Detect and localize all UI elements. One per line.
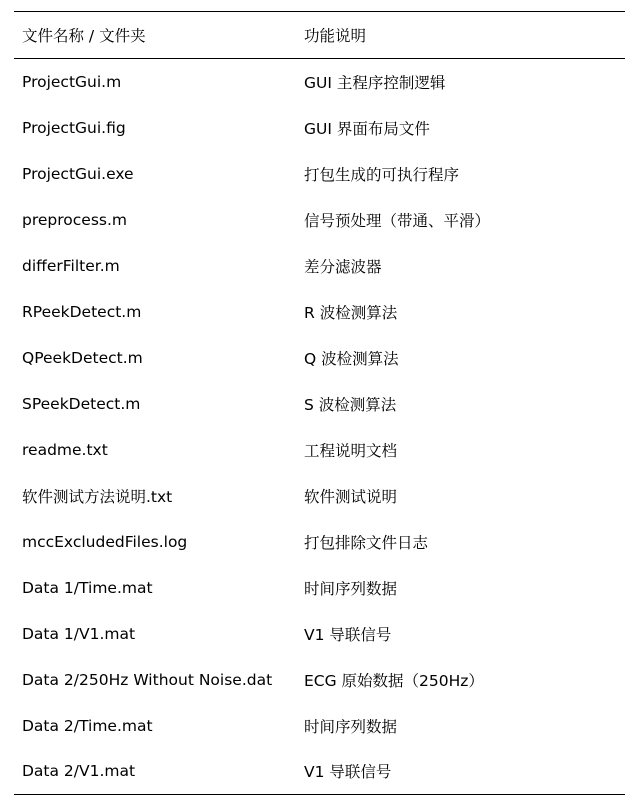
description-cell: 打包排除文件日志 [304,533,429,552]
table-row [14,105,625,151]
table-row [14,289,625,335]
description-cell: V1 导联信号 [296,749,625,795]
description-cell: 信号预处理（带通、平滑） [304,211,491,230]
table-row [14,151,625,197]
table-row [14,519,625,565]
file-name-cell: SPeekDetect.m [22,394,141,413]
table-row [14,335,625,381]
description-cell: 打包生成的可执行程序 [304,165,460,184]
description-cell: 时间序列数据 [304,579,398,598]
table-row [14,243,625,289]
description-cell: 工程说明文档 [304,441,398,460]
table-row [14,381,625,427]
file-name-cell: Data 2/250Hz Without Noise.dat [22,670,273,689]
description-cell: S 波检测算法 [304,395,397,414]
table-body [14,59,625,795]
file-name-cell: Data 1/Time.mat [22,578,153,597]
description-cell: 时间序列数据 [304,717,398,736]
table-row [14,703,625,749]
description-cell: Q 波检测算法 [304,349,399,368]
table-row [14,611,625,657]
header-description: 功能说明 [296,12,625,59]
description-cell: ECG 原始数据（250Hz） [304,671,484,690]
description-cell: R 波检测算法 [304,303,398,322]
file-table [14,11,625,795]
file-name-cell: RPeekDetect.m [22,302,142,321]
table-row [14,565,625,611]
table-header [14,12,625,59]
table-row [14,59,625,105]
description-cell: 差分滤波器 [304,257,382,276]
table-row [14,749,625,795]
header-file-name: 文件名称 / 文件夹 [14,12,296,59]
file-table-container [14,11,625,795]
file-name-cell: mccExcludedFiles.log [22,532,188,551]
file-name-cell: ProjectGui.fig [22,118,126,137]
description-cell: V1 导联信号 [304,625,392,644]
file-name-cell: 软件测试方法说明.txt [22,487,173,506]
description-cell: GUI 界面布局文件 [304,119,430,138]
file-name-cell: readme.txt [22,440,108,459]
table-row [14,657,625,703]
file-name-cell: ProjectGui.exe [22,164,134,183]
table-row [14,197,625,243]
file-name-cell: ProjectGui.m [22,72,122,91]
header-row [14,12,625,59]
file-name-cell: QPeekDetect.m [22,348,143,367]
description-cell: 软件测试说明 [304,487,398,506]
description-cell: GUI 主程序控制逻辑 [304,73,446,92]
file-name-cell: Data 2/Time.mat [22,716,153,735]
file-name-cell: Data 2/V1.mat [14,749,296,795]
file-name-cell: differFilter.m [22,256,120,275]
file-name-cell: preprocess.m [22,210,127,229]
table-row [14,427,625,473]
table-row [14,473,625,519]
file-name-cell: Data 1/V1.mat [22,624,136,643]
